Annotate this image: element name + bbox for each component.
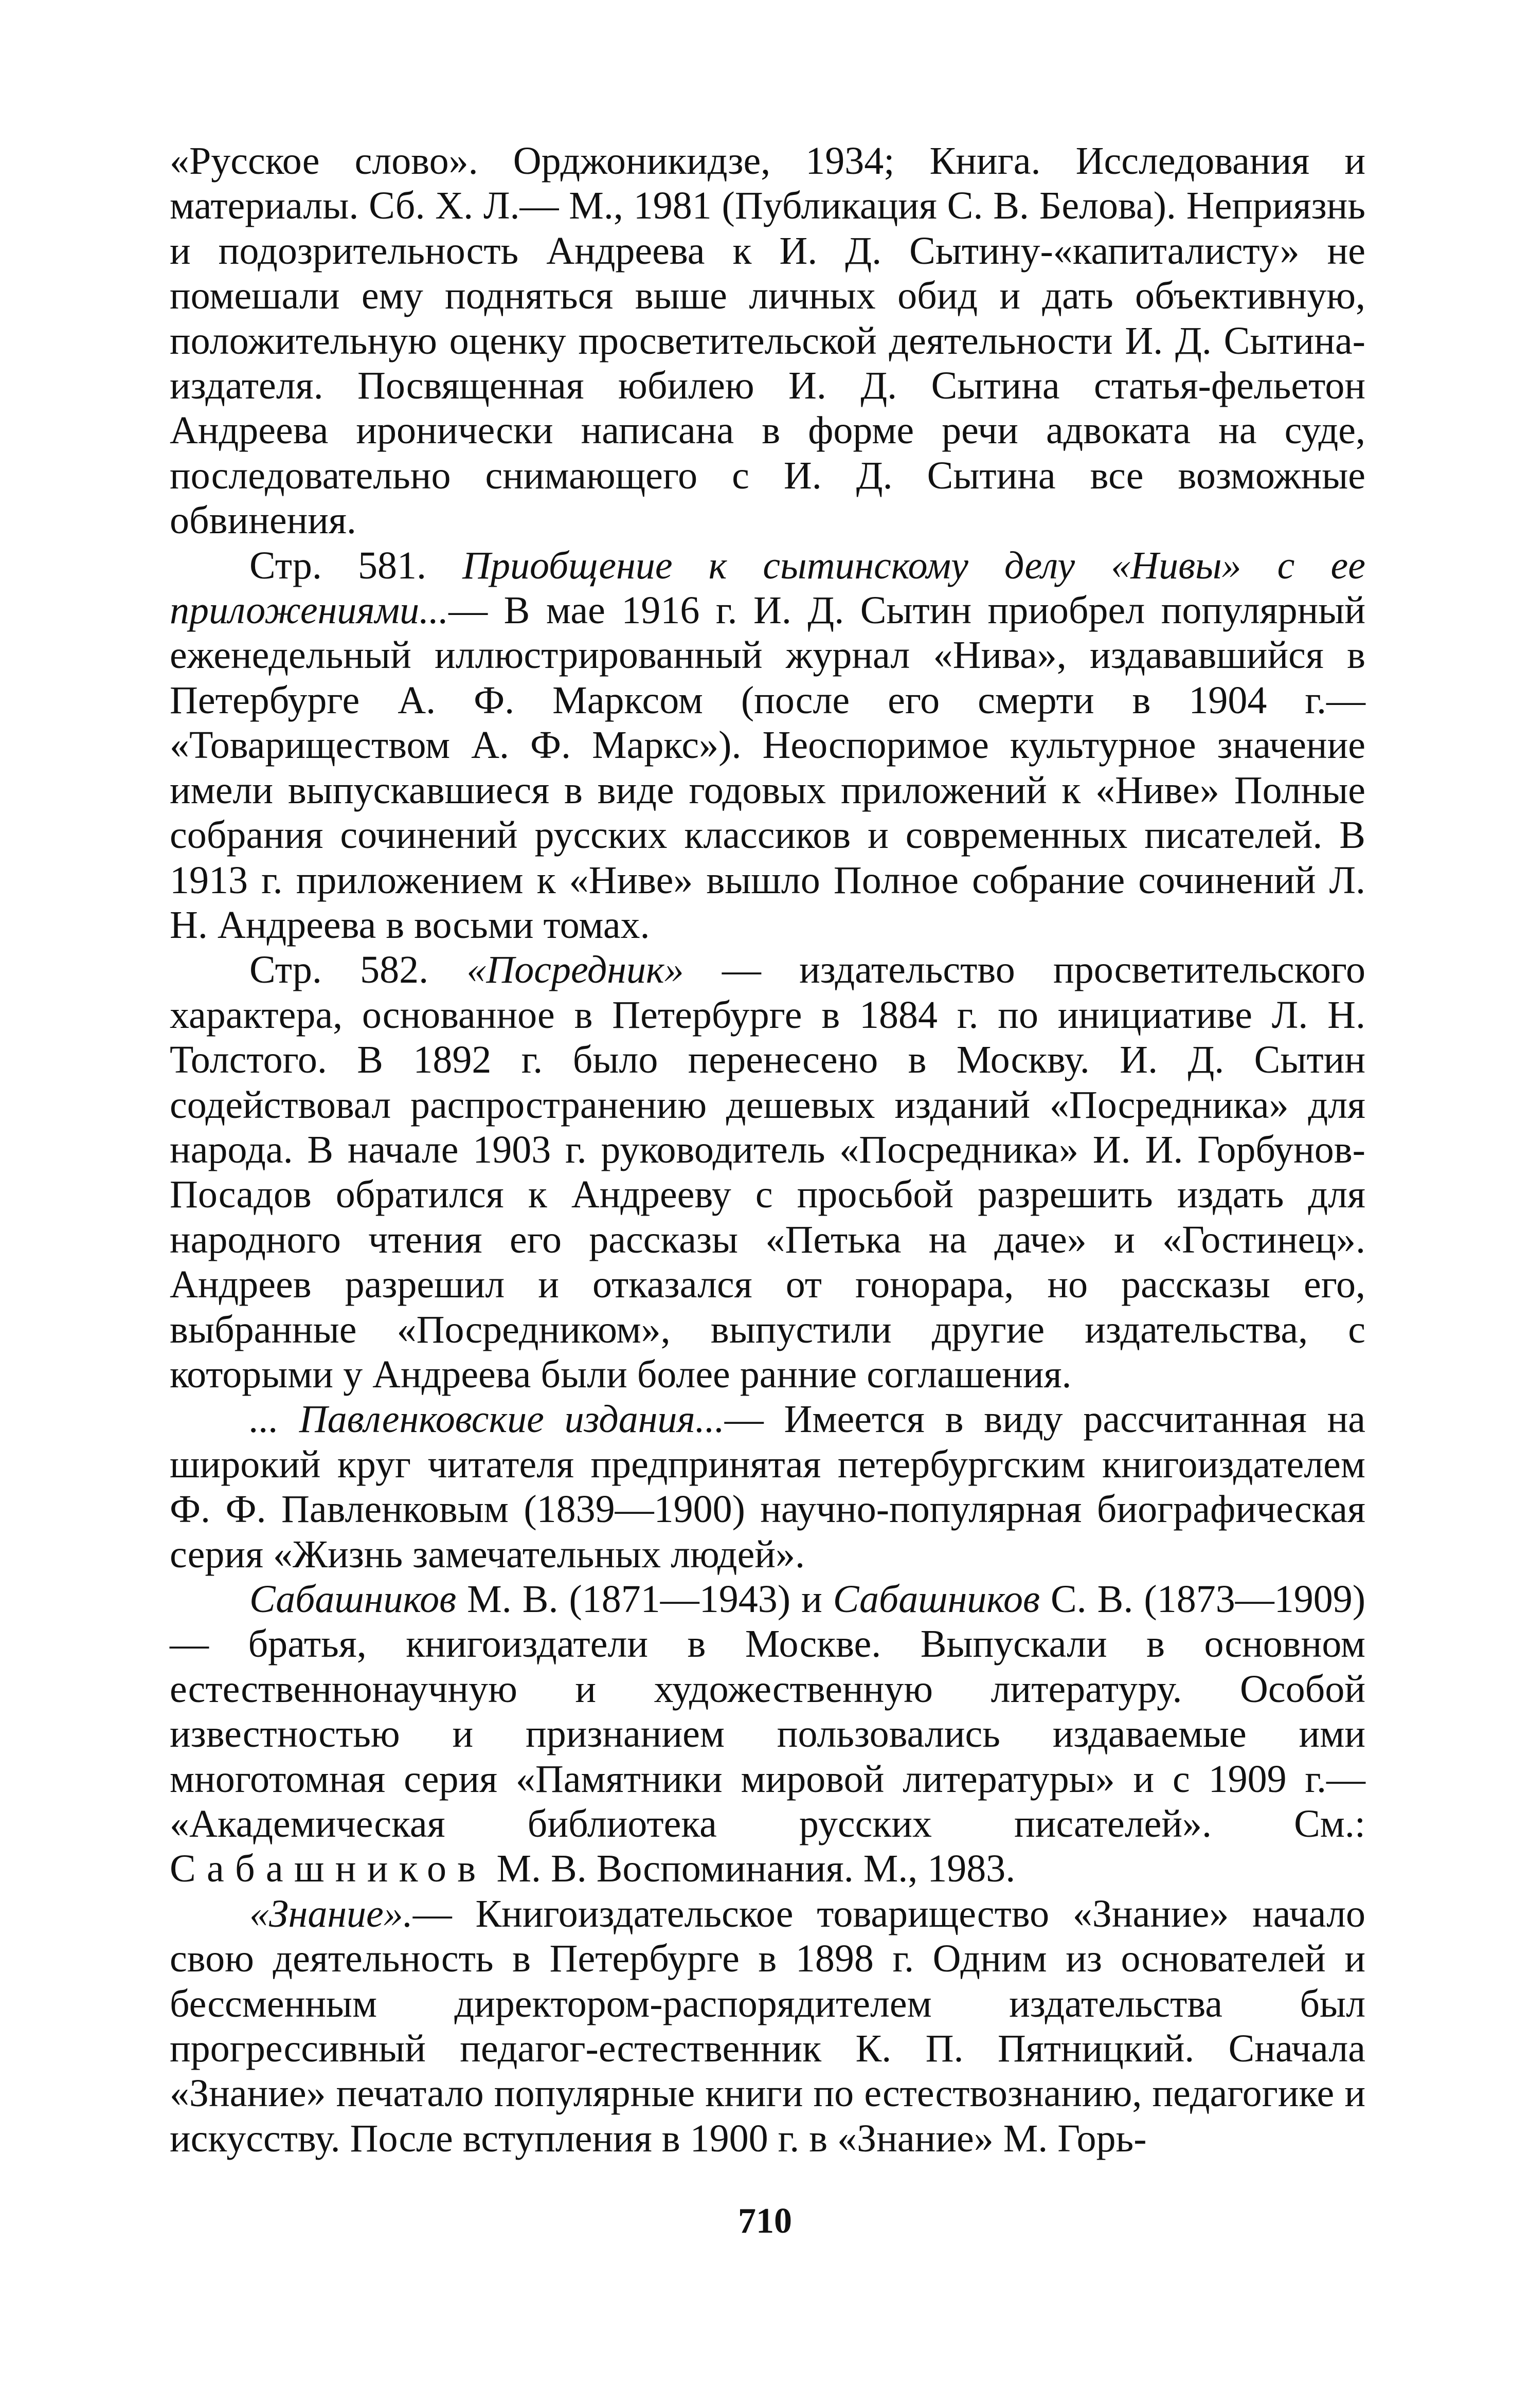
text-run: — Имеется в виду рассчитанная на широкий круг читателя предпринятая петербургским книгоиздателем Ф. Ф. Павленковым (1839—1900) научно-популярная биографическая серия «Жизнь замечательных людей».	[170, 1398, 1365, 1576]
paragraph-posrednik	[170, 948, 1365, 1397]
text-run: Стр. 581.	[249, 544, 463, 587]
text-run: Стр. 582.	[249, 948, 467, 992]
italic-term: Сабашников	[249, 1578, 457, 1621]
italic-term: Сабашников	[833, 1578, 1040, 1621]
paragraph-znanie	[170, 1892, 1365, 2161]
italic-term: Приобщение к сытинскому делу «Нивы» с ее приложениями...	[170, 544, 1365, 632]
italic-term: «Знание».	[249, 1892, 413, 1935]
page-number: 710	[738, 2201, 792, 2241]
italic-term: ... Павленковские издания...	[249, 1398, 725, 1441]
text-run: «Русское слово». Орджоникидзе, 1934; Книга. Исследования и материалы. Сб. X. Л.— М., 1981 (Публикация С. В. Белова). Неприязнь и подозрительность Андреева к И. Д. Сытину-«капиталисту» не помешали ему подняться выше личных обид и дать объективную, положительную оценку просветительской деятельности И. Д. Сытина-издателя. Посвященная юбилею И. Д. Сытина статья-фельетон Андреева иронически написана в форме речи адвоката на суде, последовательно снимающего с И. Д. Сытина все возможные обвинения.	[170, 139, 1365, 542]
paragraph-russkoe-slovo	[170, 139, 1365, 544]
paragraph-pavlenkov	[170, 1397, 1365, 1577]
text-run: М. В. (1871—1943) и	[456, 1578, 833, 1621]
spaced-author-name: Сабашников	[170, 1847, 487, 1891]
text-run: — Книгоиздательское товарищество «Знание» начало свою деятельность в Петербурге в 1898 г. Одним из основателей и бессменным директором-распорядителем издательства был прогрессивный педагог-естественник К. П. Пятницкий. Сначала «Знание» печатало популярные книги по естествознанию, педагогике и искусству. После вступления в 1900 г. в «Знание» М. Горь-	[170, 1892, 1365, 2160]
page-body	[170, 139, 1365, 2161]
text-run: — В мае 1916 г. И. Д. Сытин приобрел популярный еженедельный иллюстрированный журнал «Нива», издававшийся в Петербурге А. Ф. Марксом (после его смерти в 1904 г.— «Товариществом А. Ф. Маркс»). Неоспоримое культурное значение имели выпускавшиеся в виде годовых приложений к «Ниве» Полные собрания сочинений русских классиков и современных писателей. В 1913 г. приложением к «Ниве» вышло Полное собрание сочинений Л. Н. Андреева в восьми томах.	[170, 589, 1365, 947]
paragraph-niva	[170, 544, 1365, 948]
paragraph-sabashnikov	[170, 1577, 1365, 1892]
text-run: С. В. (1873—1909) — братья, книгоиздатели в Москве. Выпускали в основном естественнонаучную и художественную литературу. Особой известностью и признанием пользовались издаваемые ими многотомная серия «Памятники мировой литературы» и с 1909 г.— «Академическая библиотека русских писателей». См.:	[170, 1578, 1365, 1846]
text-run: М. В. Воспоминания. М., 1983.	[487, 1847, 1016, 1891]
italic-term: «Посредник»	[466, 948, 684, 992]
text-run: — издательство просветительского характера, основанное в Петербурге в 1884 г. по инициативе Л. Н. Толстого. В 1892 г. было перенесено в Москву. И. Д. Сытин содействовал распространению дешевых изданий «Посредника» для народа. В начале 1903 г. руководитель «Посредника» И. И. Горбунов-Посадов обратился к Андрееву с просьбой разрешить издать для народного чтения его рассказы «Петька на даче» и «Гостинец». Андреев разрешил и отказался от гонорара, но рассказы его, выбранные «Посредником», выпустили другие издательства, с которыми у Андреева были более ранние соглашения.	[170, 948, 1365, 1396]
